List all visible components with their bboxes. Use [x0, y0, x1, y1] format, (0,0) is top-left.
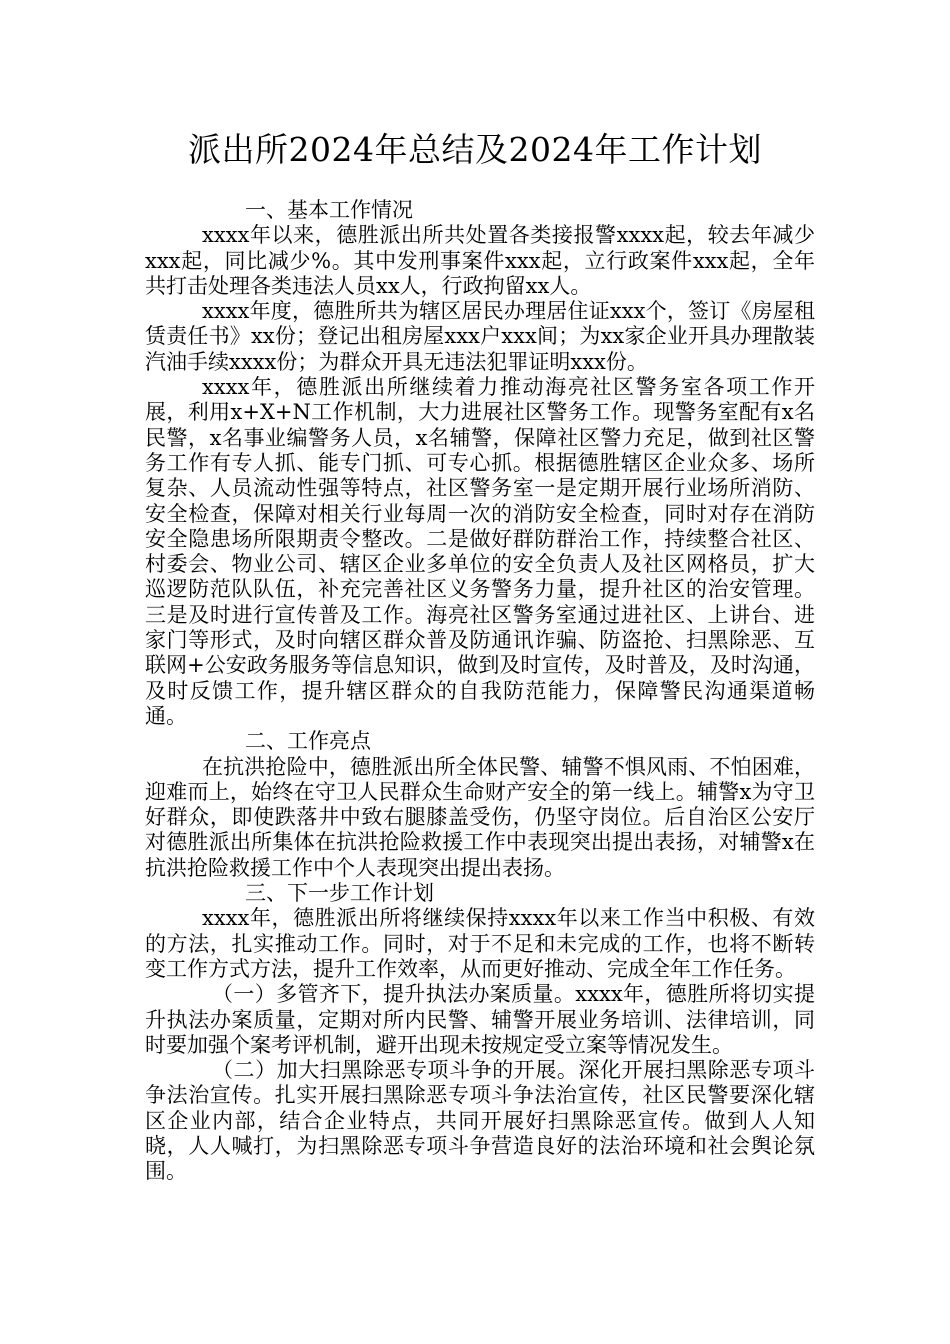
section-heading-basic-situation: 一、基本工作情况	[245, 198, 413, 222]
paragraph-community-policing: xxxx年，德胜派出所继续着力推动海亮社区警务室各项工作开展，利用x+X+N工作机制，大力进展社区警务工作。现警务室配有x名民警，x名事业编警务人员，x名辅警，保障社区警力充足，做到社区警务工作有专人抓、能专门抓、可专心抓。根据德胜辖区企业众多、场所复杂、人员流动性强等特点，社区警务室一是定期开展行业场所消防、安全检查，保障对相关行业每周一次的消防安全检查，同时对存在消防安全隐患场所限期责令整改。二是做好群防群治工作，持续整合社区、村委会、物业公司、辖区企业多单位的安全负责人及社区网格员，扩大巡逻防范队队伍，补充完善社区义务警务力量，提升社区的治安管理。三是及时进行宣传普及工作。海亮社区警务室通过进社区、上讲台、进家门等形式，及时向辖区群众普及防通讯诈骗、防盗抢、扫黑除恶、互联网+公安政务服务等信息知识，做到及时宣传，及时普及，及时沟通，及时反馈工作，提升辖区群众的自我防范能力，保障警民沟通渠道畅通。	[145, 375, 815, 728]
paragraph-residence-services: xxxx年度，德胜所共为辖区居民办理居住证xxx个，签订《房屋租赁责任书》xx份；登记出租房屋xxx户xxx间；为xx家企业开具办理散装汽油手续xxxx份；为群众开具无违法犯罪证明xxx份。	[145, 299, 815, 374]
section-heading-next-plan: 三、下一步工作计划	[245, 881, 434, 906]
document-title: 派出所2024年总结及2024年工作计划	[188, 130, 762, 169]
section-heading-highlights: 二、工作亮点	[245, 729, 371, 754]
paragraph-plan-item-2: （二）加大扫黑除恶专项斗争的开展。深化开展扫黑除恶专项斗争法治宣传。扎实开展扫黑除恶专项斗争法治宣传，社区民警要深化辖区企业内部，结合企业特点，共同开展好扫黑除恶宣传。做到人人知晓，人人喊打，为扫黑除恶专项斗争营造良好的法治环境和社会舆论氛围。	[145, 1058, 815, 1184]
paragraph-plan-item-1: （一）多管齐下，提升执法办案质量。xxxx年，德胜所将切实提升执法办案质量，定期对所内民警、辅警开展业务培训、法律培训，同时要加强个案考评机制，避开出现未按规定受立案等情况发生。	[145, 982, 815, 1057]
document-body	[145, 198, 815, 1185]
paragraph-flood-rescue: 在抗洪抢险中，德胜派出所全体民警、辅警不惧风雨、不怕困难，迎难而上，始终在守卫人民群众生命财产安全的第一线上。辅警x为守卫好群众，即使跌落井中致右腿膝盖受伤，仍坚守岗位。后自治区公安厅对德胜派出所集体在抗洪抢险救援工作中表现突出提出表扬，对辅警x在抗洪抢险救援工作中个人表现突出提出表扬。	[145, 754, 815, 880]
paragraph-case-statistics: xxxx年以来，德胜派出所共处置各类接报警xxxx起，较去年减少xxx起，同比减少%。其中发刑事案件xxx起，立行政案件xxx起，全年共打击处理各类违法人员xx人，行政拘留xx人。	[145, 223, 815, 298]
paragraph-plan-overview: xxxx年，德胜派出所将继续保持xxxx年以来工作当中积极、有效的方法，扎实推动工作。同时，对于不足和未完成的工作，也将不断转变工作方式方法，提升工作效率，从而更好推动、完成全年工作任务。	[145, 906, 815, 981]
